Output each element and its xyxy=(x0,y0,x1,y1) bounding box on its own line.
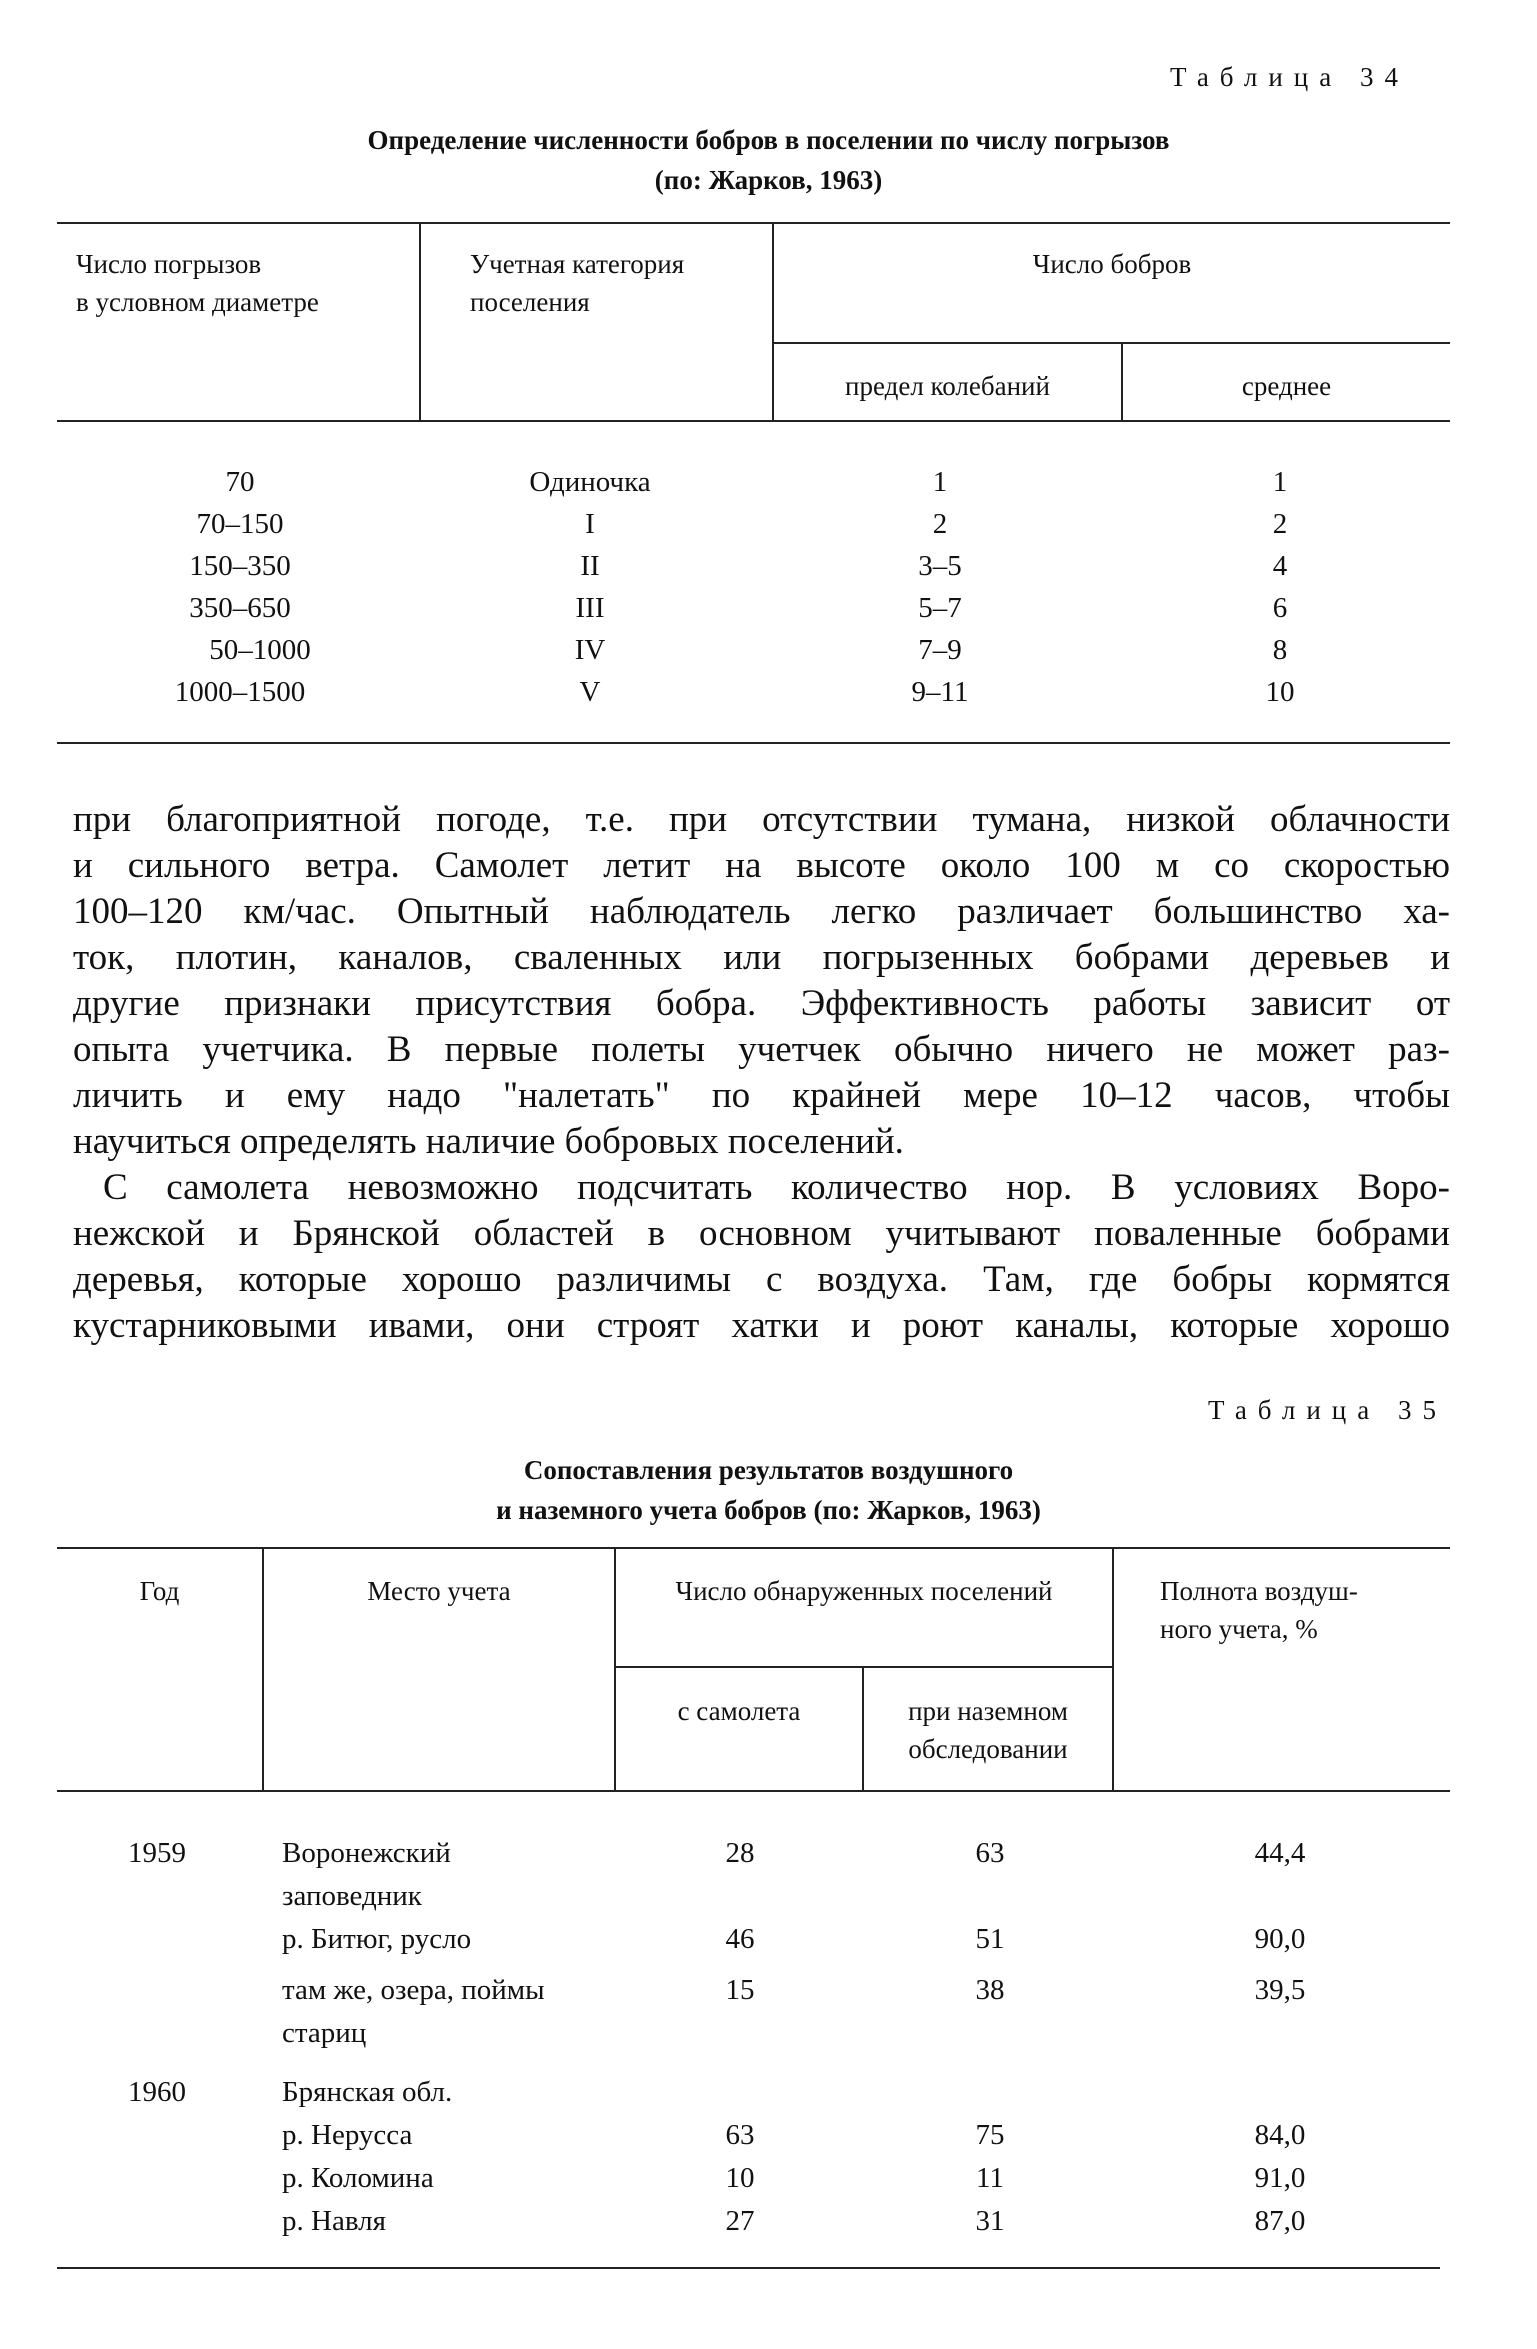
table35-header-rule xyxy=(57,1790,1450,1792)
table35-header-ground: при наземном обследовании xyxy=(908,1696,1068,1764)
table35-vrule-4 xyxy=(1112,1547,1114,1792)
table35-title-line2: и наземного учета бобров (по: Жарков, 1963) xyxy=(496,1495,1041,1525)
table-row: стариц xyxy=(282,2017,367,2049)
table34-body xyxy=(0,461,1537,713)
table34-header-group: Число бобров xyxy=(1032,249,1192,279)
table34-top-rule xyxy=(57,222,1450,224)
table34-bottom-rule xyxy=(57,742,1450,744)
table-row: 150–350 II 3–5 4 xyxy=(189,550,1288,582)
table35-header-year: Год xyxy=(139,1576,180,1606)
table34-header-range: предел колебаний xyxy=(845,371,1050,401)
table35-header-full: Полнота воздуш- ного учета, % xyxy=(1160,1576,1358,1644)
table35-bottom-rule xyxy=(57,2267,1440,2269)
table-row: 1000–1500 V 9–11 10 xyxy=(174,676,1295,708)
table-row: 1959 Воронежский 28 63 44,4 xyxy=(128,1837,1306,1869)
table34-header-mean: среднее xyxy=(1241,371,1332,401)
table-row: 70–150 I 2 2 xyxy=(196,508,1288,540)
table-row: р. Нерусса 63 75 84,0 xyxy=(282,2119,1306,2151)
paragraph-1: при благоприятной погоде, т.е. при отсутствии тумана, низкой облачности и сильного ветра. Самолет летит на высоте около 100 м со скоростью 100–120 км/час. Опытный наблюдатель легко различает большинство ха- ток, плотин, каналов, сваленных или погрызенных бобрами деревьев и другие признаки присутствия бобра. Эффективность работы зависит от опыта учетчика. В первые полеты учетчек обычно ничего не может раз- личить и ему надо "налетать" по крайней мере 10–12 часов, чтобы научиться определять наличие бобровых поселений. xyxy=(73,799,1450,1162)
table35-body xyxy=(0,1832,1537,2243)
table-row: там же, озера, поймы 15 38 39,5 xyxy=(282,1974,1306,2006)
table35-caption: Таблица 35 xyxy=(1208,1395,1447,1425)
table-row: р. Навля 27 31 87,0 xyxy=(282,2205,1306,2237)
table34-header-bites: Число погрызов в условном диаметре xyxy=(76,249,319,317)
table35-header-group: Число обнаруженных поселений xyxy=(675,1576,1053,1606)
table35-title-line1: Сопоставления результатов воздушного xyxy=(523,1455,1014,1485)
table-row: р. Коломина 10 11 91,0 xyxy=(282,2162,1306,2194)
table34-header-rule xyxy=(57,420,1450,422)
table34-title-line1: Определение численности бобров в поселении по числу погрызов xyxy=(367,125,1170,155)
table34-title-line2: (по: Жарков, 1963) xyxy=(654,165,883,195)
table-row: р. Битюг, русло 46 51 90,0 xyxy=(282,1923,1306,1955)
table34-caption: Таблица 34 xyxy=(1170,62,1409,92)
table35-header-air: с самолета xyxy=(677,1696,801,1726)
table-row: 70 Одиночка 1 1 xyxy=(225,466,1288,498)
table-row: 350–650 III 5–7 6 xyxy=(189,592,1288,624)
table-row: 50–1000 IV 7–9 8 xyxy=(209,634,1288,666)
table34-header-category: Учетная категория поселения xyxy=(470,249,685,317)
paragraph-2: С самолета невозможно подсчитать количество нор. В условиях Воро- нежской и Брянской областей в основном учитывают поваленные бобрами деревья, которые хорошо различимы с воздуха. Там, где бобры кормятся кустарниковыми ивами, они строят хатки и роют каналы, которые хорошо xyxy=(73,1167,1450,1346)
table35-top-rule xyxy=(57,1547,1450,1549)
table-row: 1960 Брянская обл. xyxy=(128,2076,453,2108)
table-row: заповедник xyxy=(282,1880,422,1912)
table34-group-rule xyxy=(772,342,1450,344)
table34-vrule-1 xyxy=(419,222,421,422)
table35-header-place: Место учета xyxy=(367,1576,511,1606)
